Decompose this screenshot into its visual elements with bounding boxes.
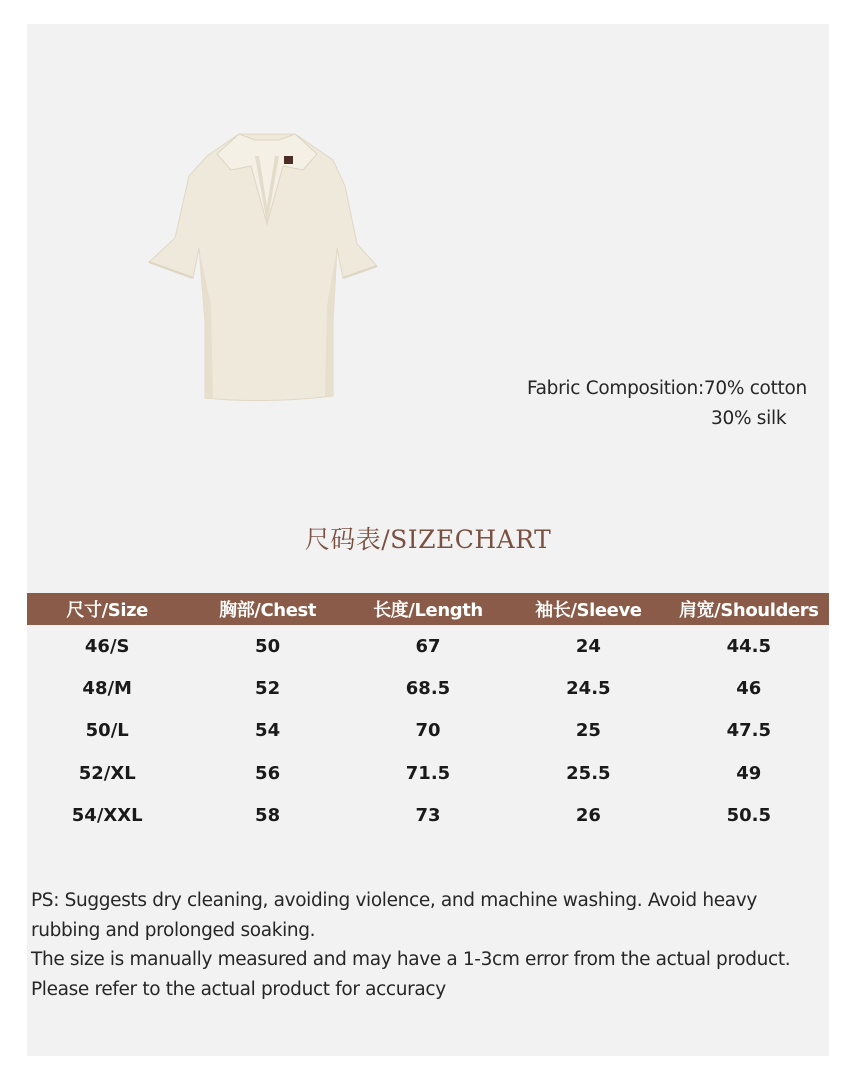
cell-length: 70 <box>415 720 441 742</box>
cell-chest: 52 <box>255 677 281 699</box>
header-chest: 胸部/Chest <box>187 593 347 625</box>
cell-sleeve: 25.5 <box>566 762 611 784</box>
table-header-row <box>27 593 829 625</box>
cell-sleeve: 25 <box>575 720 601 742</box>
cell-size: 52/XL <box>78 762 136 784</box>
cell-sleeve: 24.5 <box>566 677 611 699</box>
cell-shoulders: 47.5 <box>726 720 771 742</box>
measurement-note: The size is manually measured and may have a 1-3cm error from the actual product. <box>31 949 791 970</box>
cell-length: 71.5 <box>405 762 451 784</box>
product-image <box>147 126 387 406</box>
cell-chest: 50 <box>255 635 281 657</box>
cell-size: 50/L <box>85 720 129 742</box>
header-size: 尺寸/Size <box>27 593 187 625</box>
cell-length: 67 <box>415 635 441 657</box>
cell-sleeve: 26 <box>575 804 601 826</box>
table-row <box>27 752 829 794</box>
table-row <box>27 794 829 836</box>
cell-shoulders: 44.5 <box>726 635 771 657</box>
care-note: PS: Suggests dry cleaning, avoiding violence, and machine washing. Avoid heavy rubbing and prolonged soaking. <box>31 890 757 941</box>
cell-chest: 58 <box>255 804 281 826</box>
header-sleeve: 袖长/Sleeve <box>508 593 668 625</box>
table-row <box>27 625 829 667</box>
fabric-composition-line2: 30% silk <box>711 408 787 429</box>
cell-chest: 54 <box>255 720 281 742</box>
cell-size: 46/S <box>84 635 130 657</box>
header-length: 长度/Length <box>348 593 508 625</box>
cell-length: 68.5 <box>405 677 451 699</box>
cell-sleeve: 24 <box>575 635 601 657</box>
header-shoulders: 肩宽/Shoulders <box>669 593 829 625</box>
cell-shoulders: 46 <box>736 677 762 699</box>
cell-size: 54/XXL <box>71 804 143 826</box>
cell-chest: 56 <box>255 762 281 784</box>
table-row <box>27 667 829 709</box>
fabric-composition-line1: Fabric Composition:70% cotton <box>527 378 807 399</box>
care-notes <box>31 886 826 1004</box>
product-detail-panel <box>27 24 829 1056</box>
cell-length: 73 <box>415 804 441 826</box>
fabric-composition <box>527 374 817 434</box>
accuracy-note: Please refer to the actual product for accuracy <box>31 978 446 1000</box>
cell-shoulders: 50.5 <box>726 804 771 826</box>
polo-shirt-icon <box>147 126 387 406</box>
size-chart-title: 尺码表/SIZECHART <box>304 525 552 554</box>
cell-shoulders: 49 <box>736 762 762 784</box>
cell-size: 48/M <box>82 677 132 699</box>
table-row <box>27 710 829 752</box>
size-chart-table <box>27 593 829 836</box>
